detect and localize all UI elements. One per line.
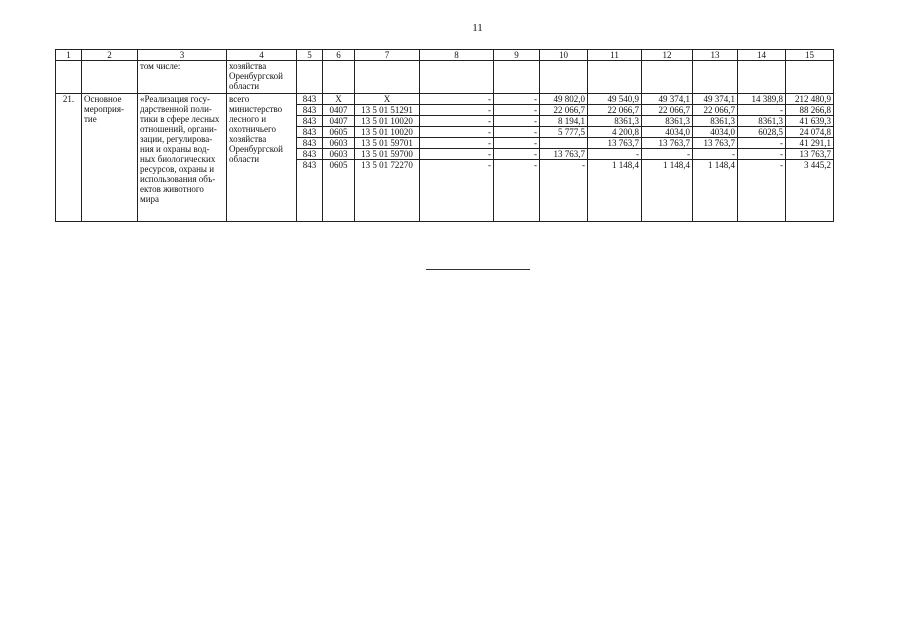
text-line: тие xyxy=(84,114,97,124)
grbs-cell: 843 xyxy=(297,94,323,105)
column-header: 7 xyxy=(355,50,420,61)
total-cell: 41 291,1 xyxy=(786,138,834,149)
text-line: министерство xyxy=(229,104,283,114)
value-cell: 13 763,7 xyxy=(540,149,588,160)
column-header: 8 xyxy=(420,50,494,61)
value-cell: 4034,0 xyxy=(693,127,738,138)
value-cell: - xyxy=(420,116,494,127)
text-line: области xyxy=(229,154,260,164)
csr-cell: 13 5 01 59700 xyxy=(355,149,420,160)
total-cell: 24 074,8 xyxy=(786,127,834,138)
text-line: «Реализация госу- xyxy=(140,94,211,104)
value-cell: - xyxy=(420,160,494,222)
rzpr-cell: 0603 xyxy=(323,138,355,149)
text-line: ных биологических xyxy=(140,154,216,164)
grbs-cell: 843 xyxy=(297,160,323,222)
value-cell: 22 066,7 xyxy=(693,105,738,116)
value-cell: 4 200,8 xyxy=(588,127,642,138)
value-cell: 4034,0 xyxy=(642,127,693,138)
text-line: зации, регулирова- xyxy=(140,134,213,144)
table-cell xyxy=(588,61,642,94)
column-header: 5 xyxy=(297,50,323,61)
table-row xyxy=(56,94,834,105)
event-type xyxy=(82,94,138,222)
value-cell: 8361,3 xyxy=(693,116,738,127)
rzpr-cell: 0605 xyxy=(323,160,355,222)
page-number: 11 xyxy=(472,22,483,34)
grbs-cell: 843 xyxy=(297,149,323,160)
grbs-cell: 843 xyxy=(297,127,323,138)
text-line: ния и охраны вод- xyxy=(140,144,210,154)
column-header: 10 xyxy=(540,50,588,61)
value-cell: - xyxy=(420,149,494,160)
value-cell: 49 374,1 xyxy=(642,94,693,105)
csr-cell: 13 5 01 10020 xyxy=(355,116,420,127)
table-cell xyxy=(786,61,834,94)
value-cell: 8 194,1 xyxy=(540,116,588,127)
csr-cell: 13 5 01 59701 xyxy=(355,138,420,149)
value-cell: 49 374,1 xyxy=(693,94,738,105)
csr-cell: X xyxy=(355,94,420,105)
text-line: Основное xyxy=(84,94,122,104)
value-cell: 22 066,7 xyxy=(588,105,642,116)
column-header: 6 xyxy=(323,50,355,61)
value-cell xyxy=(540,138,588,149)
text-line: хозяйства xyxy=(229,134,267,144)
text-line: области xyxy=(229,81,260,91)
value-cell: - xyxy=(494,116,540,127)
text-line: хозяйства xyxy=(229,61,267,71)
table-cell xyxy=(494,61,540,94)
column-header: 12 xyxy=(642,50,693,61)
rzpr-cell: 0603 xyxy=(323,149,355,160)
column-header: 2 xyxy=(82,50,138,61)
continuation-executor xyxy=(227,61,297,94)
total-cell: 3 445,2 xyxy=(786,160,834,222)
grbs-cell: 843 xyxy=(297,116,323,127)
table-cell xyxy=(540,61,588,94)
text-line: мероприя- xyxy=(84,104,124,114)
table-cell xyxy=(420,61,494,94)
text-line: охотничьего xyxy=(229,124,276,134)
csr-cell: 13 5 01 10020 xyxy=(355,127,420,138)
value-cell: 5 777,5 xyxy=(540,127,588,138)
value-cell: - xyxy=(420,138,494,149)
event-name xyxy=(138,94,227,222)
rzpr-cell: 0407 xyxy=(323,105,355,116)
value-cell: - xyxy=(494,105,540,116)
text-line: ресурсов, охраны и xyxy=(140,164,215,174)
grbs-cell: 843 xyxy=(297,105,323,116)
event-number: 21. xyxy=(56,94,82,222)
total-cell: 41 639,3 xyxy=(786,116,834,127)
value-cell: 49 540,9 xyxy=(588,94,642,105)
value-cell: 13 763,7 xyxy=(693,138,738,149)
table-cell xyxy=(56,61,82,94)
text-line: дарственной поли- xyxy=(140,104,212,114)
csr-cell: 13 5 01 72270 xyxy=(355,160,420,222)
event-executor xyxy=(227,94,297,222)
column-header: 3 xyxy=(138,50,227,61)
continuation-row xyxy=(56,61,834,94)
text-line: использования объ- xyxy=(140,174,216,184)
table-cell xyxy=(738,61,786,94)
budget-table xyxy=(55,49,834,222)
column-number-row xyxy=(56,50,834,61)
csr-cell: 13 5 01 51291 xyxy=(355,105,420,116)
value-cell: 13 763,7 xyxy=(588,138,642,149)
value-cell: 6028,5 xyxy=(738,127,786,138)
text-line: ектов животного xyxy=(140,184,204,194)
value-cell: - xyxy=(420,105,494,116)
value-cell: 8361,3 xyxy=(588,116,642,127)
text-line: тики в сфере лесных xyxy=(140,114,220,124)
table-cell xyxy=(82,61,138,94)
continuation-text: том числе: xyxy=(138,61,227,94)
text-line: всего xyxy=(229,94,250,104)
total-cell: 13 763,7 xyxy=(786,149,834,160)
value-cell: - xyxy=(738,149,786,160)
value-cell: 49 802,0 xyxy=(540,94,588,105)
value-cell: - xyxy=(738,160,786,222)
value-cell: - xyxy=(420,94,494,105)
value-cell: - xyxy=(588,149,642,160)
value-cell: 1 148,4 xyxy=(588,160,642,222)
value-cell: 1 148,4 xyxy=(642,160,693,222)
column-header: 9 xyxy=(494,50,540,61)
value-cell: - xyxy=(642,149,693,160)
value-cell: - xyxy=(540,160,588,222)
table-cell xyxy=(693,61,738,94)
grbs-cell: 843 xyxy=(297,138,323,149)
total-cell: 88 266,8 xyxy=(786,105,834,116)
value-cell: 22 066,7 xyxy=(540,105,588,116)
rzpr-cell: 0407 xyxy=(323,116,355,127)
table-cell xyxy=(642,61,693,94)
text-line: Оренбургской xyxy=(229,144,283,154)
value-cell: 1 148,4 xyxy=(693,160,738,222)
column-header: 11 xyxy=(588,50,642,61)
value-cell: - xyxy=(738,105,786,116)
value-cell: 8361,3 xyxy=(738,116,786,127)
table-cell xyxy=(355,61,420,94)
column-header: 14 xyxy=(738,50,786,61)
rzpr-cell: X xyxy=(323,94,355,105)
text-line: отношений, органи- xyxy=(140,124,217,134)
footnote-divider xyxy=(426,269,530,270)
value-cell: - xyxy=(494,149,540,160)
value-cell: - xyxy=(738,138,786,149)
rzpr-cell: 0605 xyxy=(323,127,355,138)
value-cell: - xyxy=(494,94,540,105)
column-header: 1 xyxy=(56,50,82,61)
text-line: лесного и xyxy=(229,114,267,124)
value-cell: 13 763,7 xyxy=(642,138,693,149)
value-cell: - xyxy=(494,138,540,149)
value-cell: - xyxy=(494,160,540,222)
value-cell: 22 066,7 xyxy=(642,105,693,116)
value-cell: - xyxy=(693,149,738,160)
column-header: 15 xyxy=(786,50,834,61)
value-cell: - xyxy=(494,127,540,138)
column-header: 13 xyxy=(693,50,738,61)
value-cell: 8361,3 xyxy=(642,116,693,127)
value-cell: - xyxy=(420,127,494,138)
table-cell xyxy=(323,61,355,94)
text-line: мира xyxy=(140,194,160,204)
total-cell: 212 480,9 xyxy=(786,94,834,105)
text-line: Оренбургской xyxy=(229,71,283,81)
column-header: 4 xyxy=(227,50,297,61)
value-cell: 14 389,8 xyxy=(738,94,786,105)
table-cell xyxy=(297,61,323,94)
